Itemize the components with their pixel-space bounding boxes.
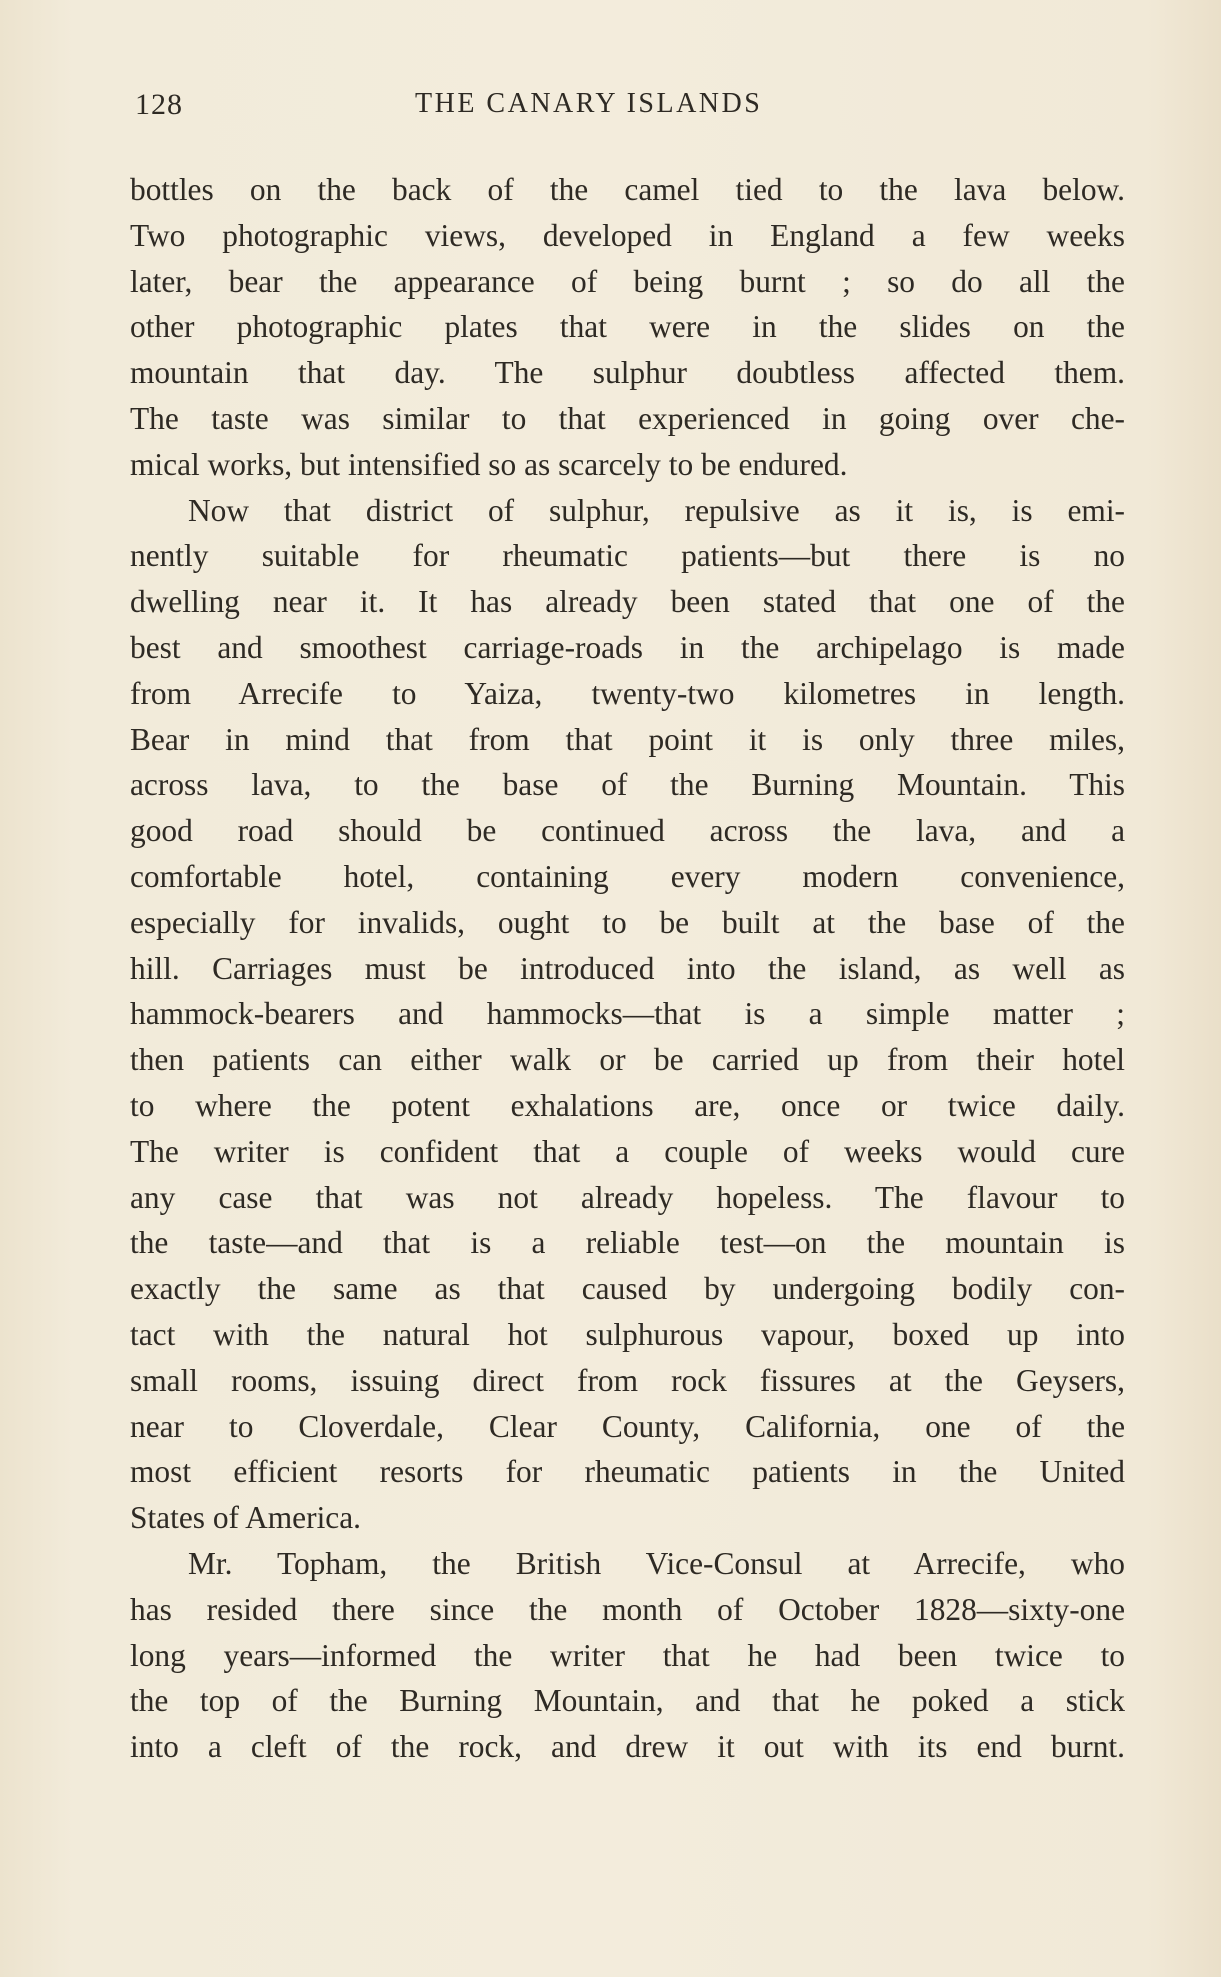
text-line: best and smoothest carriage-roads in the archipelago is made — [130, 629, 1125, 665]
text-line: especially for invalids, ought to be built at the base of the — [130, 904, 1125, 940]
text-line: into a cleft of the rock, and drew it out with its end burnt. — [130, 1729, 1125, 1765]
text-line: comfortable hotel, containing every modern convenience, — [130, 858, 1125, 894]
text-line: bottles on the back of the camel tied to the lava below. — [130, 172, 1125, 207]
paragraph-first-line: Now that district of sulphur, repulsive as it is, is emi- — [188, 492, 1125, 528]
text-line: dwelling near it. It has already been stated that one of the — [130, 584, 1125, 620]
page-header — [135, 88, 1140, 128]
text-line: then patients can either walk or be carried up from their hotel — [130, 1042, 1125, 1078]
text-line: Two photographic views, developed in England a few weeks — [130, 217, 1125, 253]
text-line: near to Cloverdale, Clear County, California, one of the — [130, 1408, 1125, 1444]
text-line: later, bear the appearance of being burnt ; so do all the — [130, 263, 1125, 299]
paragraph-first-line: Mr. Topham, the British Vice-Consul at Arrecife, who — [188, 1545, 1125, 1581]
page-number: 128 — [135, 88, 183, 121]
text-line: the top of the Burning Mountain, and that he poked a stick — [130, 1683, 1125, 1719]
text-line: States of America. — [130, 1500, 361, 1536]
text-line: the taste—and that is a reliable test—on the mountain is — [130, 1225, 1125, 1261]
text-line: from Arrecife to Yaiza, twenty-two kilometres in length. — [130, 675, 1125, 711]
text-line: mical works, but intensified so as scarcely to be endured. — [130, 446, 848, 482]
text-line: Bear in mind that from that point it is only three miles, — [130, 721, 1125, 757]
text-line: exactly the same as that caused by undergoing bodily con- — [130, 1271, 1125, 1307]
text-line: nently suitable for rheumatic patients—but there is no — [130, 538, 1125, 574]
text-line: across lava, to the base of the Burning Mountain. This — [130, 767, 1125, 803]
text-line: The taste was similar to that experienced in going over che- — [130, 400, 1125, 436]
text-line: mountain that day. The sulphur doubtless affected them. — [130, 355, 1125, 391]
text-line: hammock-bearers and hammocks—that is a simple matter ; — [130, 996, 1125, 1032]
text-line: good road should be continued across the lava, and a — [130, 813, 1125, 849]
text-line: to where the potent exhalations are, once or twice daily. — [130, 1087, 1125, 1123]
running-title: THE CANARY ISLANDS — [415, 88, 763, 119]
text-line: The writer is confident that a couple of weeks would cure — [130, 1133, 1125, 1169]
text-line: has resided there since the month of October 1828—sixty-one — [130, 1591, 1125, 1627]
body-text — [130, 167, 1125, 1770]
text-line: small rooms, issuing direct from rock fissures at the Geysers, — [130, 1362, 1125, 1398]
text-line: hill. Carriages must be introduced into the island, as well as — [130, 950, 1125, 986]
text-line: most efficient resorts for rheumatic patients in the United — [130, 1454, 1125, 1490]
text-line: other photographic plates that were in the slides on the — [130, 309, 1125, 345]
text-line: any case that was not already hopeless. The flavour to — [130, 1179, 1125, 1215]
text-line: long years—informed the writer that he had been twice to — [130, 1637, 1125, 1673]
text-line: tact with the natural hot sulphurous vapour, boxed up into — [130, 1316, 1125, 1352]
